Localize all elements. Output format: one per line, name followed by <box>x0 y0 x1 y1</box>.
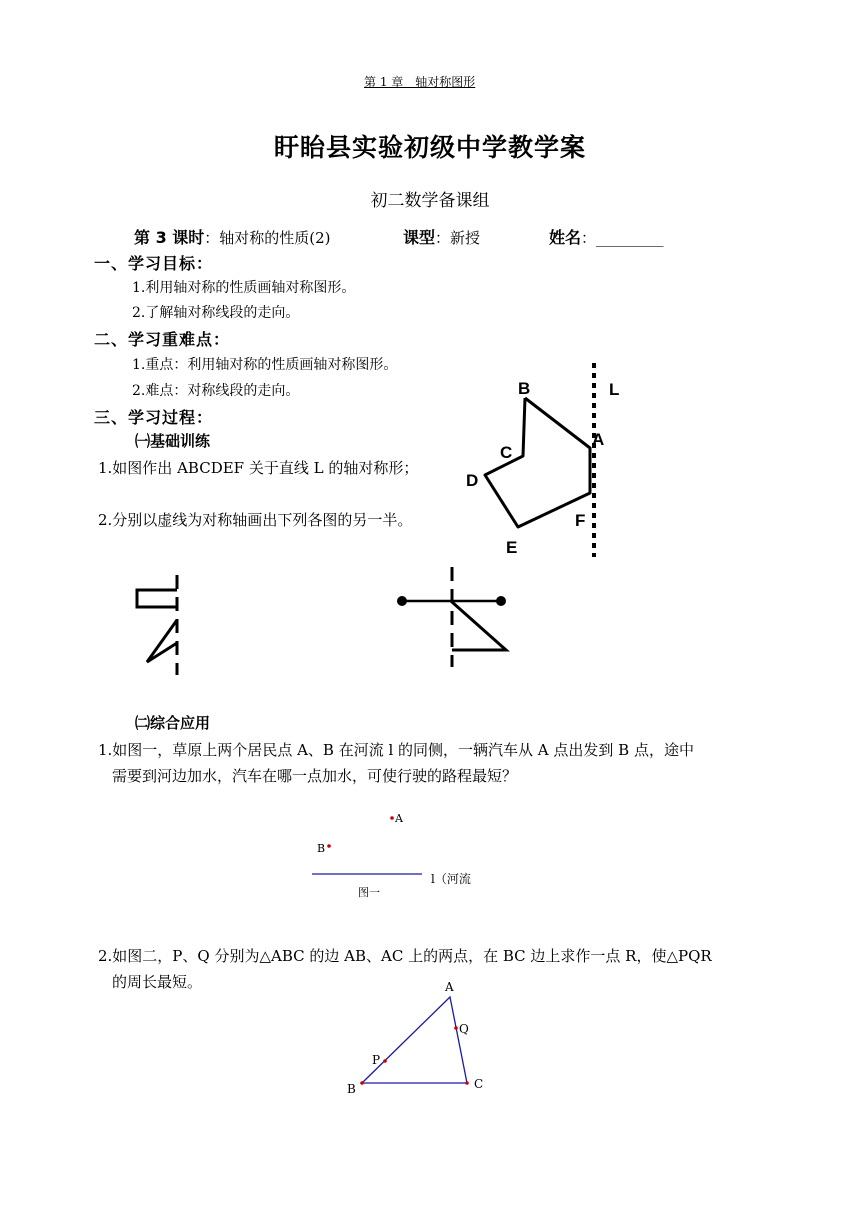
point-b <box>327 844 331 848</box>
half-figure-right <box>393 562 513 672</box>
page-subtitle: 初二数学备课组 <box>370 191 490 211</box>
dumbbell-right-dot <box>496 596 506 606</box>
point-b-label: B <box>317 842 326 855</box>
period-value: ：轴对称的性质(2) <box>204 229 331 247</box>
name-label: 姓名 <box>549 228 582 247</box>
vertex-c <box>465 1081 469 1085</box>
label-e: E <box>506 538 518 557</box>
label-a: A <box>592 430 605 449</box>
vertex-b-label: B <box>347 1082 356 1096</box>
subsection-application: ㈡综合应用 <box>135 714 211 732</box>
figure-1-caption: 图一 <box>358 886 380 899</box>
section1-item-2: 2.了解轴对称线段的走向。 <box>132 305 300 321</box>
application-2-line-1: 2.如图二，P、Q 分别为△ABC 的边 AB、AC 上的两点，在 BC 边上求作一点 R，使△PQR <box>98 947 712 965</box>
label-f: F <box>575 511 586 530</box>
dumbbell-left-dot <box>397 596 407 606</box>
section2-item-2: 2.难点：对称线段的走向。 <box>132 383 300 399</box>
question-1: 1.如图作出 ABCDEF 关于直线 L 的轴对称形； <box>98 459 419 477</box>
label-c: C <box>500 443 513 462</box>
question-2: 2.分别以虚线为对称轴画出下列各图的另一半。 <box>98 511 413 529</box>
vertex-a-label: A <box>445 980 454 994</box>
figure-2-triangle <box>340 975 490 1100</box>
river-label: l（河流 <box>431 872 471 886</box>
point-a-label: A <box>395 812 403 825</box>
vertex-b <box>360 1081 364 1085</box>
name-field: ：_________ <box>581 229 664 247</box>
point-q <box>454 1026 458 1030</box>
polygon-axis-figure <box>455 355 635 565</box>
type-value: ：新授 <box>435 229 481 247</box>
student-name <box>549 225 664 248</box>
vertex-c-label: C <box>474 1077 484 1091</box>
application-1-line-1: 1.如图一，草原上两个居民点 A、B 在河流 l 的同侧，一辆汽车从 A 点出发到 B 点，途中 <box>98 741 694 759</box>
section3-heading: 三、学习过程： <box>94 408 214 427</box>
polygon-abcdef <box>485 398 590 527</box>
application-2-line-2: 的周长最短。 <box>112 973 203 991</box>
point-p <box>383 1059 387 1063</box>
section2-item-1: 1.重点：利用轴对称的性质画轴对称图形。 <box>132 357 398 373</box>
section2-heading: 二、学习重难点： <box>94 330 231 349</box>
triangle-abc <box>362 997 467 1083</box>
half-shape-zigzag <box>147 620 177 662</box>
point-p-label: P <box>372 1053 381 1067</box>
chapter-header: 第 1 章 轴对称图形 <box>364 75 476 89</box>
lesson-type <box>403 225 480 248</box>
application-1-line-2: 需要到河边加水，汽车在哪一点加水，可使行驶的路程最短？ <box>112 767 518 785</box>
subsection-basic-training: ㈠基础训练 <box>135 432 211 450</box>
point-a <box>390 816 394 820</box>
half-shape-bracket <box>137 590 177 607</box>
lesson-period <box>134 225 331 248</box>
section1-item-1: 1.利用轴对称的性质画轴对称图形。 <box>132 280 356 296</box>
label-b: B <box>518 379 531 398</box>
half-triangle <box>452 602 506 650</box>
point-q-label: Q <box>459 1022 469 1036</box>
period-label: 第 3 课时 <box>134 228 205 247</box>
type-label: 课型 <box>403 228 436 247</box>
page-title: 盱眙县实验初级中学教学案 <box>273 133 586 162</box>
label-d: D <box>466 471 479 490</box>
section1-heading: 一、学习目标： <box>94 254 214 273</box>
label-l: L <box>609 380 620 399</box>
figure-1-river <box>300 805 500 905</box>
half-figure-left <box>130 570 190 680</box>
